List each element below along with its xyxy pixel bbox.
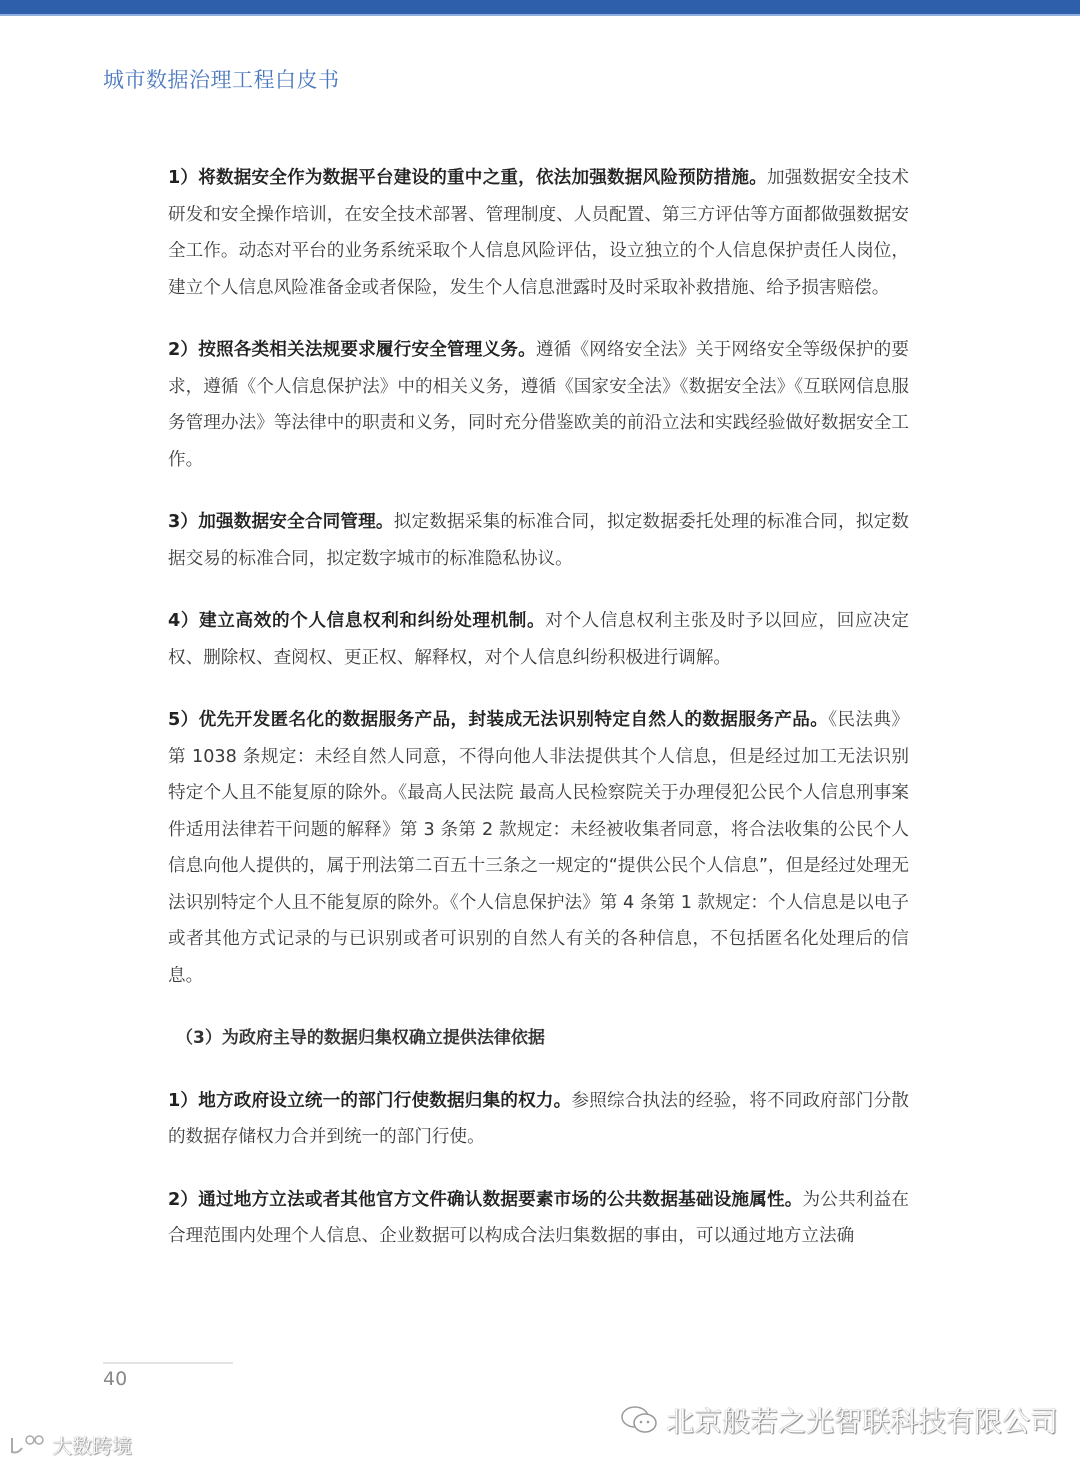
paragraph-lead: 5）优先开发匿名化的数据服务产品，封装成无法识别特定自然人的数据服务产品。	[168, 710, 829, 730]
paragraph-lead: 1）将数据安全作为数据平台建设的重中之重，依法加强数据风险预防措施。	[168, 168, 767, 188]
paragraph	[168, 332, 909, 478]
paragraph-body: 拟定数据采集的标准合同，拟定数据委托处理的标准合同，拟定数据交易的标准合同，拟定数字城市的标准隐私协议。	[168, 512, 909, 569]
paragraph-body: 加强数据安全技术研发和安全操作培训，在安全技术部署、管理制度、人员配置、第三方评估等方面都做强数据安全工作。动态对平台的业务系统采取个人信息风险评估，设立独立的个人信息保护责任人岗位，建立个人信息风险准备金或者保险，发生个人信息泄露时及时采取补救措施、给予损害赔偿。	[168, 168, 909, 298]
company-watermark	[620, 1400, 1058, 1440]
paragraph	[168, 702, 909, 994]
brand-logo-icon	[8, 1434, 46, 1456]
paragraph-body: 参照综合执法的经验，将不同政府部门分散的数据存储权力合并到统一的部门行使。	[168, 1090, 909, 1147]
paragraph-lead: 2）通过地方立法或者其他官方文件确认数据要素市场的公共数据基础设施属性。	[168, 1189, 803, 1210]
footer-divider	[103, 1362, 233, 1364]
paragraph	[168, 160, 909, 306]
paragraph-body: 为公共利益在合理范围内处理个人信息、企业数据可以构成合法归集数据的事由，可以通过地方立法确	[168, 1189, 909, 1246]
paragraph	[168, 1083, 909, 1156]
paragraph-lead: 2）按照各类相关法规要求履行安全管理义务。	[168, 340, 536, 360]
paragraph-lead: 4）建立高效的个人信息权利和纠纷处理机制。	[168, 611, 546, 631]
brand-name: 大数跨境	[52, 1434, 132, 1458]
paragraph-body: 对个人信息权利主张及时予以回应，回应决定权、删除权、查阅权、更正权、解释权，对个人信息纠纷积极进行调解。	[168, 611, 909, 668]
page-number: 40	[103, 1368, 128, 1390]
paragraph	[168, 504, 909, 577]
paragraph	[168, 1182, 909, 1255]
document-title: 城市数据治理工程白皮书	[103, 68, 340, 92]
paragraph-body: 《民法典》第 1038 条规定：未经自然人同意，不得向他人非法提供其个人信息，但是经过加工无法识别特定个人且不能复原的除外。《最高人民法院 最高人民检察院关于办理侵犯公民个人信息刑事案件适用法律若干问题的解释》第 3 条第 2 款规定：未经被收集者同意，将合法收集的公民个人信息向他人提供的，属于刑法第二百五十三条之一规定的“提供公民个人信息”，但是经过处理无法识别特定个人且不能复原的除外。《个人信息保护法》第 4 条第 1 款规定：个人信息是以电子或者其他方式记录的与已识别或者可识别的自然人有关的各种信息，不包括匿名化处理后的信息。	[168, 710, 910, 986]
paragraph-lead: 1）地方政府设立统一的部门行使数据归集的权力。	[168, 1090, 572, 1111]
company-name: 北京般若之光智联科技有限公司	[666, 1405, 1059, 1438]
brand-watermark	[8, 1430, 132, 1459]
page-content	[168, 160, 909, 1281]
paragraph	[168, 603, 909, 676]
top-color-bar	[0, 0, 1080, 16]
paragraph-body: 遵循《网络安全法》关于网络安全等级保护的要求，遵循《个人信息保护法》中的相关义务，遵循《国家安全法》《数据安全法》《互联网信息服务管理办法》等法律中的职责和义务，同时充分借鉴欧美的前沿立法和实践经验做好数据安全工作。	[168, 340, 909, 470]
wechat-icon	[620, 1405, 660, 1435]
paragraph-lead: 3）加强数据安全合同管理。	[168, 512, 394, 532]
section-subheading: （3）为政府主导的数据归集权确立提供法律依据	[176, 1028, 545, 1048]
